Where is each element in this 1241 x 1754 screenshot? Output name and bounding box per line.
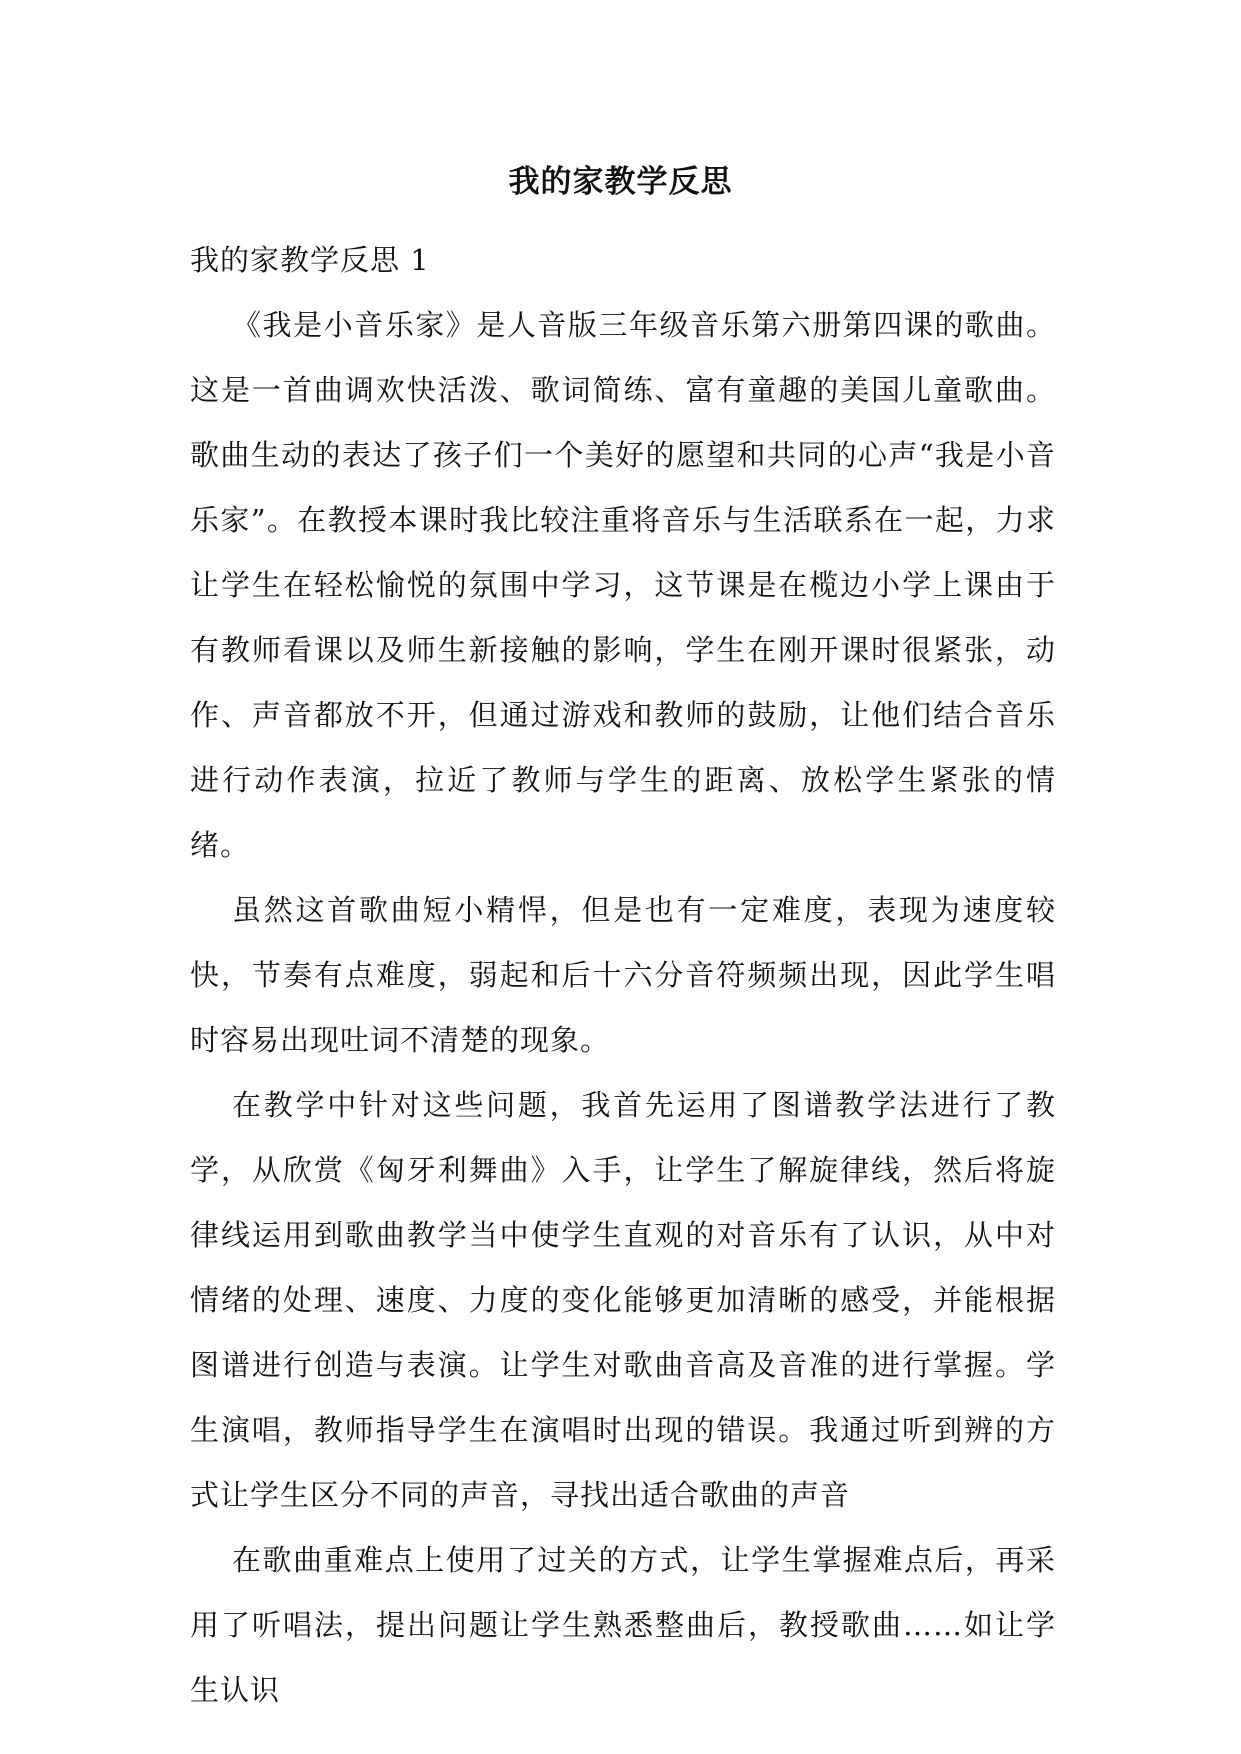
paragraph-3: 在教学中针对这些问题，我首先运用了图谱教学法进行了教学，从欣赏《匈牙利舞曲》入手，让学生了解旋律线，然后将旋律线运用到歌曲教学当中使学生直观的对音乐有了认识，从中对情绪的处理、速度、力度的变化能够更加清晰的感受，并能根据图谱进行创造与表演。让学生对歌曲音高及音准的进行掌握。学生演唱，教师指导学生在演唱时出现的错误。我通过听到辨的方式让学生区分不同的声音，寻找出适合歌曲的声音: [190, 1088, 1056, 1512]
paragraph-4: 在歌曲重难点上使用了过关的方式，让学生掌握难点后，再采用了听唱法，提出问题让学生熟悉整曲后，教授歌曲……如让学生认识: [190, 1543, 1056, 1707]
paragraph-2: 虽然这首歌曲短小精悍，但是也有一定难度，表现为速度较快，节奏有点难度，弱起和后十六分音符频频出现，因此学生唱时容易出现吐词不清楚的现象。: [190, 893, 1056, 1057]
document-body: [190, 228, 1056, 1723]
document-title: 我的家教学反思: [508, 164, 733, 200]
section-heading: 我的家教学反思 1: [190, 243, 430, 277]
paragraph-1: 《我是小音乐家》是人音版三年级音乐第六册第四课的歌曲。这是一首曲调欢快活泼、歌词简练、富有童趣的美国儿童歌曲。歌曲生动的表达了孩子们一个美好的愿望和共同的心声“我是小音乐家”。在教授本课时我比较注重将音乐与生活联系在一起，力求让学生在轻松愉悦的氛围中学习，这节课是在榄边小学上课由于有教师看课以及师生新接触的影响，学生在刚开课时很紧张，动作、声音都放不开，但通过游戏和教师的鼓励，让他们结合音乐进行动作表演，拉近了教师与学生的距离、放松学生紧张的情绪。: [190, 308, 1056, 862]
